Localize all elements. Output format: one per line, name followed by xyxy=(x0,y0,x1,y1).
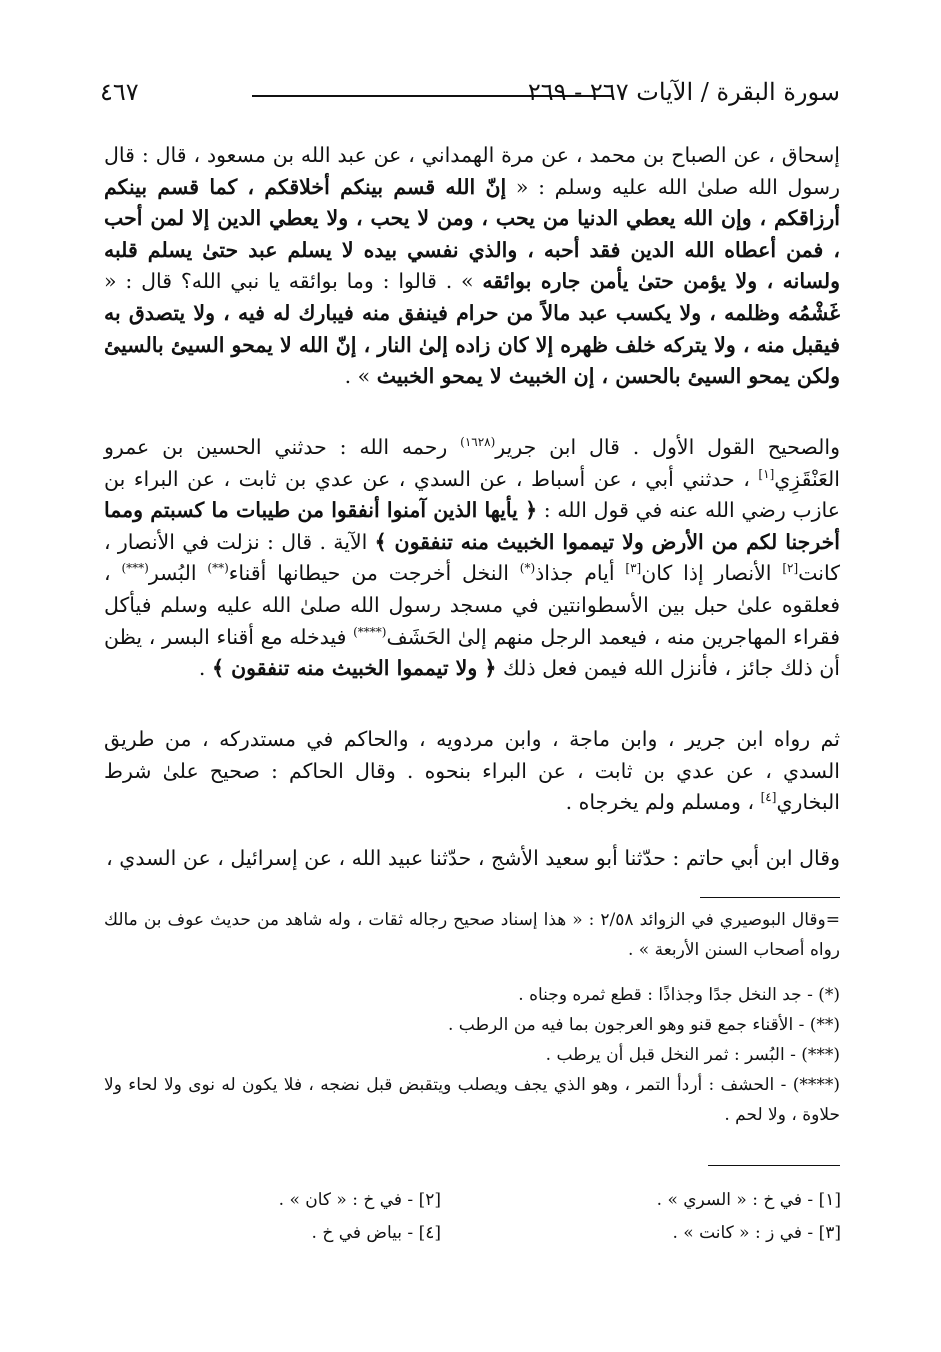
manuscript-variant: [١] - في خ : « السري » . xyxy=(656,1190,841,1210)
note-ref: (****) xyxy=(353,624,387,639)
footnote-divider xyxy=(700,897,840,898)
narration-text: » . قالوا : وما بوائقه يا نبي الله؟ قال : « xyxy=(104,269,483,294)
footnotes xyxy=(104,905,840,1130)
tafsir-paragraph xyxy=(104,843,840,875)
variant-ref: [١] xyxy=(758,466,775,481)
text-run: الآية . قال : نزلت في الأنصار ، كانت xyxy=(104,529,840,586)
text-run: أيام جذاذ xyxy=(535,561,626,586)
note-ref: (**) xyxy=(207,561,229,576)
text-run: رحمه الله : حدثني الحسين بن عمرو العَنْقَزِي xyxy=(104,435,840,491)
text-run: . xyxy=(198,656,212,681)
footnote: (**) - الأقناء جمع قنو وهو العرجون بما فيه من الرطب . xyxy=(447,1015,840,1035)
manuscript-variant: [٤] - بياض في خ . xyxy=(311,1223,441,1243)
text-run: البُسر xyxy=(148,561,208,586)
variant-ref: [٣] xyxy=(625,561,642,576)
text-run: وقال ابن أبي حاتم : حدّثنا أبو سعيد الأشج ، حدّثنا عبيد الله ، عن إسرائيل ، عن السدي ، xyxy=(106,846,840,870)
variant-ref: [٢] xyxy=(782,561,799,576)
note-ref: (***) xyxy=(121,561,149,576)
variants-divider xyxy=(708,1165,840,1166)
variant-ref: [٤] xyxy=(760,790,777,805)
text-run: والصحيح القول الأول . قال ابن جرير xyxy=(495,435,840,459)
hadith-number: (١٦٢٨) xyxy=(460,435,496,450)
tafsir-paragraph xyxy=(104,432,840,685)
text-run: الأنصار إذا كان xyxy=(641,561,783,586)
text-run: فيدخله مع أقناء البسر ، يظن أن ذلك جائز ، فأنزل الله فيمن فعل ذلك xyxy=(104,624,840,681)
header-rule xyxy=(252,95,612,97)
isnad-text: إسحاق ، عن الصباح بن محمد ، عن مرة الهمداني ، عن عبد الله بن مسعود ، قال : قال رسول الله صلىٰ الله عليه وسلم : « xyxy=(104,143,841,199)
surah-reference: سورة البقرة / الآيات ٢٦٧ - ٢٦٩ xyxy=(527,78,840,106)
page-header xyxy=(100,78,840,112)
manuscript-variant: [٢] - في خ : « كان » . xyxy=(278,1190,441,1210)
hadith-matn-continued: غَشْمُه وظلمه ، ولا يكسب عبد مالاً من حرام فينفق منه فيبارك له فيه ، ولا يتصدق به فيقبل منه ، ولا يتركه خلف ظهره إلا كان زاده إلىٰ النار ، إنّ الله لا يمحو السيئ بالسيئ ولكن يمحو السيئ بالحسن ، إن الخبيث لا يمحو الخبيث xyxy=(104,300,840,389)
text-run: ، فعلقوه علىٰ حبل بين الأسطوانتين في مسجد رسول الله صلىٰ الله عليه وسلم فيأكل فقراء المهاجرين منه ، فيعمد الرجل منهم إلىٰ الحَشَف xyxy=(104,561,840,649)
manuscript-variant: [٣] - في ز : « كانت » . xyxy=(672,1223,841,1243)
hadith-paragraph xyxy=(104,140,840,393)
text-run: ، حدثني أبي ، عن أسباط ، عن السدي ، عن عدي بن ثابت ، عن البراء بن عازب رضي الله عنه في قول الله : xyxy=(104,466,840,523)
note-ref: (*) xyxy=(519,561,536,576)
footnote: =وقال البوصيري في الزوائد ٢/٥٨ : « هذا إسناد صحيح رجاله ثقات ، وله شاهد من حديث عوف بن مالك رواه أصحاب السنن الأربعة » . xyxy=(104,910,840,960)
text-run: ثم رواه ابن جرير ، وابن ماجة ، وابن مردويه ، والحاكم في مستدركه ، من طريق السدي ، عن عدي بن ثابت ، عن البراء بنحوه . وقال الحاكم : صحيح علىٰ شرط البخاري xyxy=(104,727,840,815)
text-run: ، ومسلم ولم يخرجاه . xyxy=(565,790,761,815)
closing-quote: » . xyxy=(344,364,377,389)
footnote: (****) - الحشف : أردأ التمر ، وهو الذي يجف ويصلب ويتقبض قبل نضجه ، فلا يكون له نوى ولا لحاء ولا حلاوة ، ولا لحم . xyxy=(104,1075,840,1125)
tafsir-paragraph xyxy=(104,724,840,819)
footnote: (***) - البُسر : ثمر النخل قبل أن يرطب . xyxy=(545,1045,840,1065)
page-number: ٤٦٧ xyxy=(100,78,139,106)
quran-verse: ﴿ يأيها الذين آمنوا أنفقوا من طيبات ما كسبتم ومما أخرجنا لكم من الأرض ولا تيمموا الخبيث منه تنفقون ﴾ xyxy=(104,498,840,554)
quran-verse: ﴿ ولا تيمموا الخبيث منه تنفقون ﴾ xyxy=(211,656,497,681)
footnote: (*) - جد النخل جدًا وجذاذًا : قطع ثمره وجناه . xyxy=(518,985,840,1005)
hadith-matn: إنّ الله قسم بينكم أخلاقكم ، كما قسم بينكم أرزاقكم ، وإن الله يعطي الدنيا من يحب ، ومن لا يحب ، ولا يعطي الدين إلا لمن أحب ، فمن أعطاه الله الدين فقد أحبه ، والذي نفسي بيده لا يسلم عبد حتىٰ يسلم قلبه ولسانه ، ولا يؤمن حتىٰ يأمن جاره بوائقه xyxy=(104,174,841,294)
text-run: النخل أخرجت من حيطانها أقناء xyxy=(228,561,520,586)
